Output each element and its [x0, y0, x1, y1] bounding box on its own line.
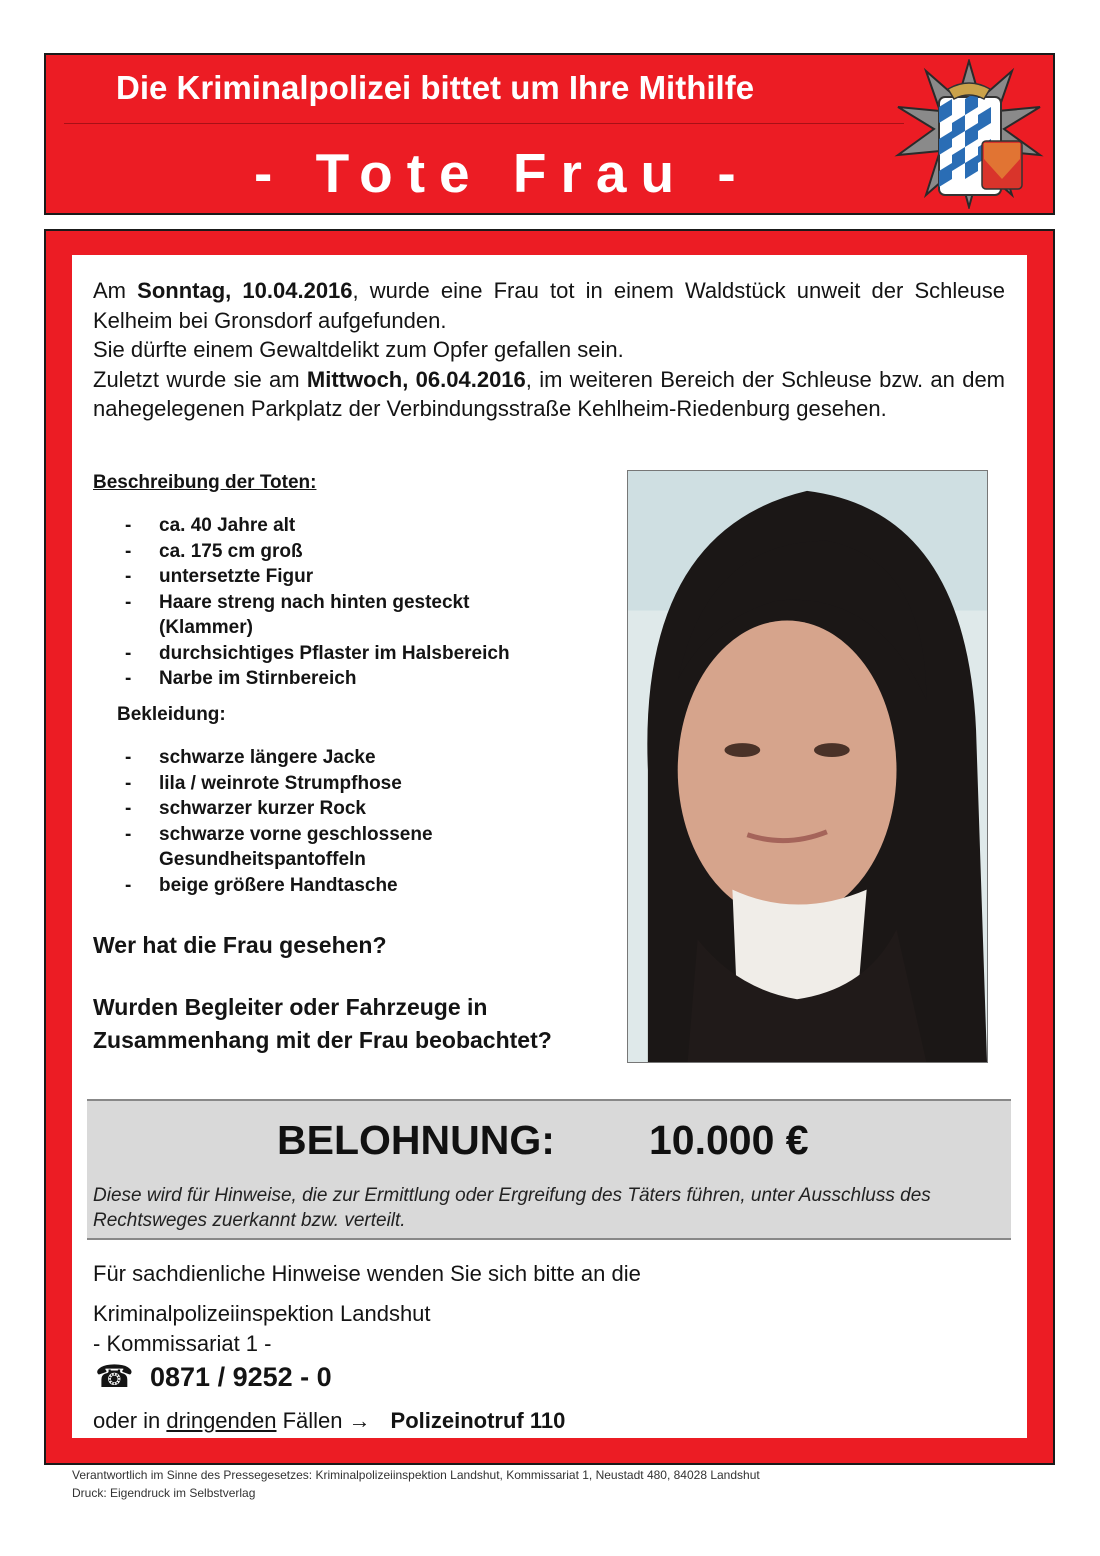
- urgent-text-c: Fällen: [276, 1408, 343, 1433]
- intro-p3-c: , im weiteren Bereich der Schleuse bzw. an dem nahegelegenen Parkplatz der Verbindungsstraße Kehlheim-Riedenburg gesehen.: [93, 366, 1006, 422]
- list-item: - Haare streng nach hinten gesteckt (Klammer): [125, 590, 539, 641]
- intro-p1-c: , wurde eine Frau tot in einem Waldstück unweit der Schleuse Kelheim bei Gronsdorf aufgefunden.: [93, 278, 1005, 333]
- contact-agency: Kriminalpolizeiinspektion Landshut: [93, 1301, 431, 1326]
- list-item: - durchsichtiges Pflaster im Halsbereich: [125, 641, 539, 667]
- list-item: - untersetzte Figur: [125, 564, 539, 590]
- intro-paragraph-3: [93, 365, 1005, 424]
- list-item: - ca. 40 Jahre alt: [125, 513, 539, 539]
- intro-paragraph-2: Sie dürfte einem Gewaltdelikt zum Opfer gefallen sein.: [93, 337, 624, 363]
- appeal-title: Die Kriminalpolizei bittet um Ihre Mithilfe: [116, 69, 755, 106]
- poster-title: - Tote Frau -: [254, 142, 750, 204]
- list-item: - schwarzer kurzer Rock: [125, 796, 489, 822]
- description-heading: Beschreibung der Toten:: [93, 472, 317, 493]
- list-item: - Narbe im Stirnbereich: [125, 666, 539, 692]
- victim-photo: [627, 470, 988, 1063]
- intro-paragraph-1: [93, 276, 1005, 335]
- list-item: - lila / weinrote Strumpfhose: [125, 771, 489, 797]
- list-item: - beige größere Handtasche: [125, 873, 489, 899]
- question-seen: Wer hat die Frau gesehen?: [93, 932, 387, 958]
- urgent-text-a: oder in: [93, 1408, 167, 1433]
- intro-p1-date: Sonntag, 10.04.2016: [137, 278, 353, 303]
- contact-department: - Kommissariat 1 -: [93, 1331, 272, 1356]
- police-star-badge-icon: [894, 59, 1044, 209]
- intro-text: [93, 276, 1005, 424]
- intro-p3-date: Mittwoch, 06.04.2016: [306, 366, 526, 392]
- list-item: - schwarze längere Jacke: [125, 745, 489, 771]
- header-banner: [44, 53, 1055, 215]
- telephone-icon: ☎: [95, 1359, 134, 1394]
- intro-p3-a: Zuletzt wurde sie am: [93, 366, 307, 392]
- phone-number[interactable]: 0871 / 9252 - 0: [150, 1362, 332, 1392]
- arrow-right-icon: →: [348, 1408, 371, 1433]
- header-divider: [64, 123, 904, 124]
- contact-intro: Für sachdienliche Hinweise wenden Sie sich bitte an die: [93, 1261, 641, 1286]
- intro-p1-a: Am: [93, 278, 138, 303]
- clothing-list: [125, 745, 489, 898]
- footer-responsible: Verantwortlich im Sinne des Pressegesetzes: Kriminalpolizeiinspektion Landshut, Kommissariat 1, Neustadt 480, 84028 Landshut: [72, 1468, 760, 1482]
- list-item: - ca. 175 cm groß: [125, 539, 539, 565]
- question-companions: Wurden Begleiter oder Fahrzeuge in Zusammenhang mit der Frau beobachtet?: [93, 994, 552, 1053]
- emergency-number[interactable]: Polizeinotruf 110: [390, 1408, 566, 1433]
- footer-print: Druck: Eigendruck im Selbstverlag: [72, 1486, 256, 1500]
- list-item: - schwarze vorne geschlossene Gesundheitspantoffeln: [125, 822, 489, 873]
- reward-box: [87, 1099, 1011, 1240]
- description-list: [125, 513, 539, 692]
- reward-amount: 10.000 €: [649, 1117, 809, 1163]
- urgent-text-underlined: dringenden: [166, 1408, 277, 1433]
- emergency-line: [93, 1408, 565, 1434]
- reward-label: BELOHNUNG:: [277, 1117, 555, 1163]
- clothing-heading: Bekleidung:: [117, 704, 226, 725]
- reward-note: Diese wird für Hinweise, die zur Ermittlung oder Ergreifung des Täters führen, unter Ausschluss des Rechtsweges zuerkannt bzw. verteilt.: [93, 1185, 931, 1231]
